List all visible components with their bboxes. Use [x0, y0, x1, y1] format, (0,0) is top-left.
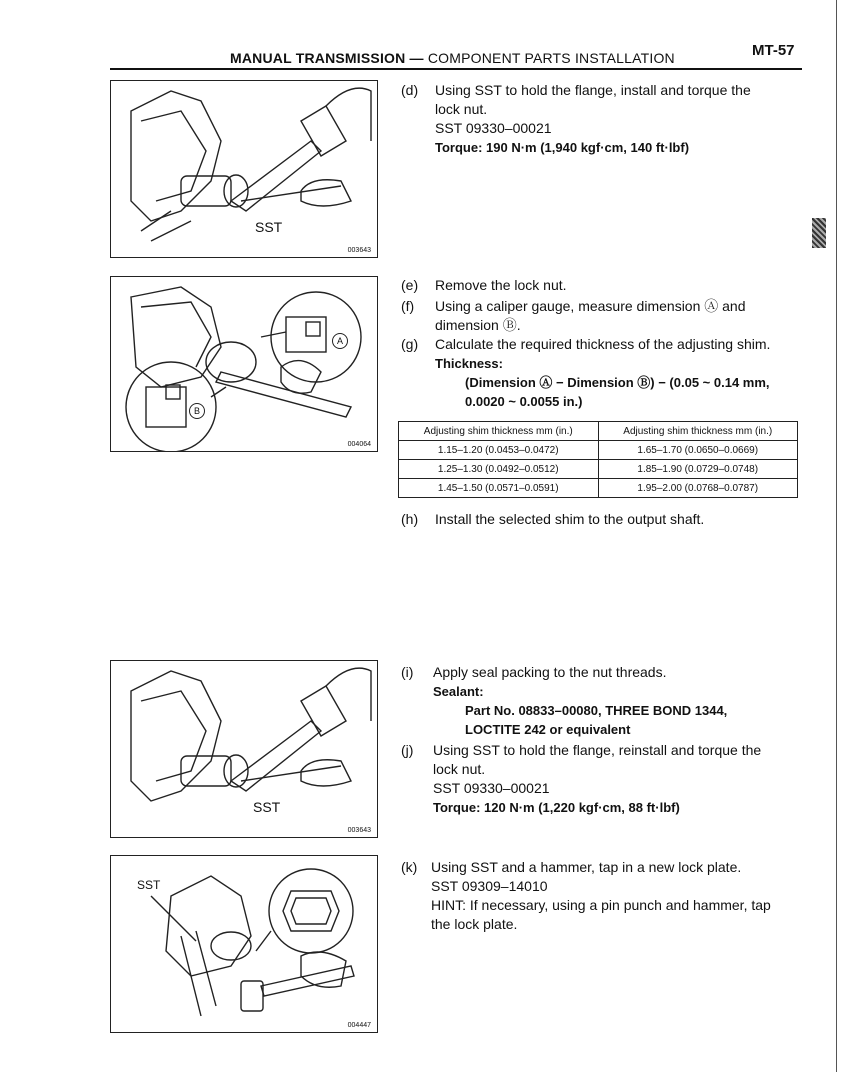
step-g-text: Calculate the required thickness of the adjusting shim.	[435, 336, 771, 352]
dimension-b-marker: B	[189, 403, 205, 419]
step-k-hint-1: HINT: If necessary, using a pin punch and hammer, tap	[431, 897, 771, 913]
step-g	[435, 335, 805, 411]
thumb-tab	[812, 218, 826, 248]
table-cell: 1.95–2.00 (0.0768–0.0787)	[598, 479, 798, 498]
figure-number: 003643	[347, 247, 371, 254]
sealant-part-1: Part No. 08833–00080, THREE BOND 1344,	[465, 703, 728, 718]
dimension-a-marker: A	[332, 333, 348, 349]
sealant-label: Sealant:	[433, 684, 484, 699]
step-d-text-2: lock nut.	[435, 101, 488, 117]
step-j-marker: (j)	[401, 742, 414, 758]
figure-number: 003643	[347, 827, 371, 834]
table-cell: 1.15–1.20 (0.0453–0.0472)	[399, 441, 599, 460]
table-header: Adjusting shim thickness mm (in.)	[598, 422, 798, 441]
step-i-text: Apply seal packing to the nut threads.	[433, 664, 667, 680]
step-j-text-2: lock nut.	[433, 761, 486, 777]
step-j	[433, 741, 803, 817]
caliper-illustration	[111, 277, 377, 451]
table-cell: 1.25–1.30 (0.0492–0.0512)	[399, 460, 599, 479]
step-d-marker: (d)	[401, 82, 419, 98]
table-row	[399, 441, 798, 460]
step-d-torque: Torque: 190 N·m (1,940 kgf·cm, 140 ft·lbf)	[435, 140, 690, 155]
step-j-torque: Torque: 120 N·m (1,220 kgf·cm, 88 ft·lbf)	[433, 800, 680, 815]
thickness-formula-1: (Dimension Ⓐ − Dimension Ⓑ) − (0.05 ~ 0.14 mm,	[465, 375, 770, 390]
table-row	[399, 460, 798, 479]
header-rule	[110, 68, 802, 70]
step-h-text: Install the selected shim to the output shaft.	[435, 511, 705, 527]
step-i-marker: (i)	[401, 664, 414, 680]
step-f-text-2: dimension Ⓑ.	[435, 317, 521, 333]
page-edge	[836, 0, 837, 1072]
step-e-marker: (e)	[401, 277, 419, 293]
step-f	[435, 297, 805, 335]
thickness-formula-2: 0.0020 ~ 0.0055 in.)	[465, 394, 583, 409]
step-k-marker: (k)	[401, 859, 418, 875]
figure-number: 004064	[347, 441, 371, 448]
step-h-marker: (h)	[401, 511, 419, 527]
section-subtitle: COMPONENT PARTS INSTALLATION	[427, 50, 675, 66]
page-header	[230, 50, 675, 66]
step-d	[435, 81, 805, 157]
step-k-text: Using SST and a hammer, tap in a new lock plate.	[431, 859, 742, 875]
step-k-sst: SST 09309–14010	[431, 878, 548, 894]
step-d-sst: SST 09330–00021	[435, 120, 552, 136]
table-cell: 1.45–1.50 (0.0571–0.0591)	[399, 479, 599, 498]
figure-flange-torque	[110, 80, 378, 258]
transmission-sst-illustration	[111, 81, 377, 257]
figure-flange-retorque	[110, 660, 378, 838]
table-header-row	[399, 422, 798, 441]
page-number: MT-57	[752, 42, 795, 59]
table-row	[399, 479, 798, 498]
sst-label: SST	[137, 878, 161, 892]
transmission-sst-illustration	[111, 661, 377, 837]
table-header: Adjusting shim thickness mm (in.)	[399, 422, 599, 441]
step-d-text-1: Using SST to hold the flange, install and torque the	[435, 82, 751, 98]
step-k-hint-2: the lock plate.	[431, 916, 518, 932]
table-cell: 1.65–1.70 (0.0650–0.0669)	[598, 441, 798, 460]
table-cell: 1.85–1.90 (0.0729–0.0748)	[598, 460, 798, 479]
step-i	[433, 663, 803, 739]
step-k	[431, 858, 801, 934]
shim-thickness-table	[398, 421, 798, 498]
sealant-part-2: LOCTITE 242 or equivalent	[465, 722, 631, 737]
sst-label: SST	[255, 219, 283, 235]
sst-label: SST	[253, 799, 281, 815]
figure-caliper-measure	[110, 276, 378, 452]
thickness-label: Thickness:	[435, 356, 503, 371]
step-j-text-1: Using SST to hold the flange, reinstall and torque the	[433, 742, 762, 758]
figure-lock-plate	[110, 855, 378, 1033]
step-f-text-1: Using a caliper gauge, measure dimension Ⓐ and	[435, 298, 746, 314]
step-f-marker: (f)	[401, 298, 415, 314]
step-e-text: Remove the lock nut.	[435, 277, 567, 293]
step-j-sst: SST 09330–00021	[433, 780, 550, 796]
step-g-marker: (g)	[401, 336, 419, 352]
header-separator: —	[409, 50, 424, 66]
section-title: MANUAL TRANSMISSION	[230, 50, 406, 66]
figure-number: 004447	[347, 1022, 371, 1029]
